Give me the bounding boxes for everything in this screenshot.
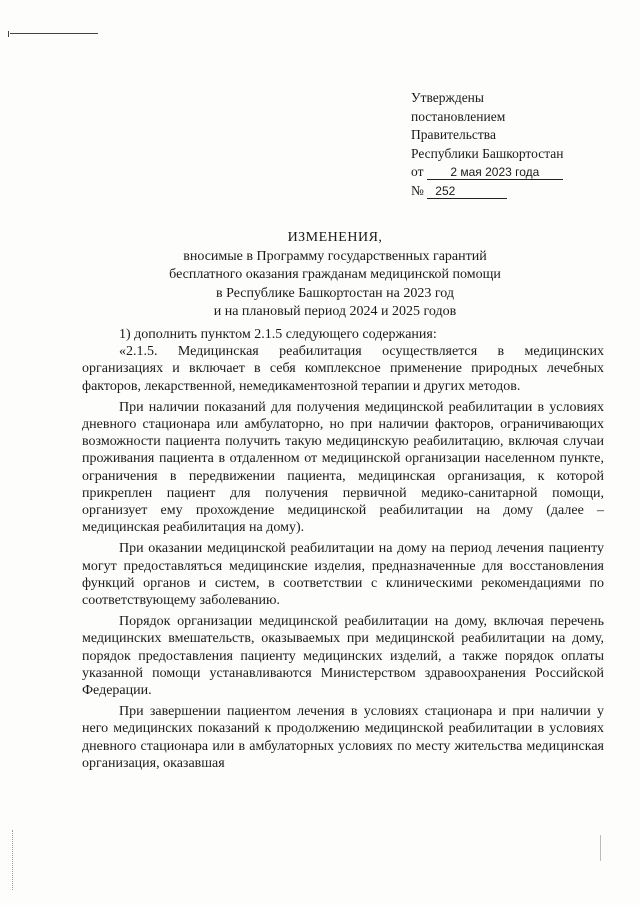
approval-line-4: Республики Башкортостан bbox=[411, 145, 564, 161]
body-paragraph-3: При наличии показаний для получения медицинской реабилитации в условиях дневного стационара или амбулаторно, но при наличии факторов, ограничивающих возможности пациента получить такую медицинскую реабилитацию, включая случаи проживания пациента в отдаленном от медицинской организации населенном пункте, ограничения в передвижении пациента, медицинская организация, к которой прикреплен пациент для получения первичной медико-санитарной помощи, организует ему прохождение медицинской реабилитации на дому (далее – медицинская реабилитация на дому). bbox=[82, 399, 604, 536]
title-line-2: бесплатного оказания гражданам медицинской помощи bbox=[169, 267, 501, 282]
body-paragraph-4: При оказании медицинской реабилитации на дому на период лечения пациенту могут предоставляться медицинские изделия, предназначенные для восстановления функций органов и систем, в соответствии с клиническими рекомендациями по соответствующему заболеванию. bbox=[82, 541, 604, 609]
scan-edge-artifact bbox=[600, 835, 601, 861]
approval-line-3: Правительства bbox=[411, 127, 496, 142]
title-heading: ИЗМЕНЕНИЯ, bbox=[287, 230, 383, 245]
body-paragraph-5: Порядок организации медицинской реабилитации на дому, включая перечень медицинских вмешательств, оказываемых при медицинской реабилитации на дому, порядок предоставления пациенту медицинских изделий, а также порядок оплаты указанной помощи устанавливаются Министерством здравоохранения Российской Федерации. bbox=[82, 614, 604, 699]
document-title bbox=[120, 229, 550, 322]
approval-number-prefix: № bbox=[411, 182, 424, 198]
title-line-1: вносимые в Программу государственных гарантий bbox=[183, 248, 487, 264]
body-paragraph-2: «2.1.5. Медицинская реабилитация осуществляется в медицинских организациях и включает в себя комплексное применение природных лечебных факторов, лекарственной, немедикаментозной терапии и других методов. bbox=[82, 344, 604, 394]
title-line-3: в Республике Башкортостан на 2023 год bbox=[216, 285, 454, 301]
body-paragraph-6: При завершении пациентом лечения в условиях стационара и при наличии у него медицинских показаний к продолжению медицинской реабилитации в условиях дневного стационара или в амбулаторных условиях по месту жительства медицинская организация, оказавшая bbox=[82, 704, 604, 771]
approval-number-line bbox=[411, 182, 611, 201]
title-line-4: и на плановый период 2024 и 2025 годов bbox=[213, 304, 457, 319]
body-paragraph-1: 1) дополнить пунктом 2.1.5 следующего содержания: bbox=[119, 327, 437, 342]
approval-date-line bbox=[411, 163, 611, 182]
approval-line-2: постановлением bbox=[411, 108, 506, 124]
document-body bbox=[82, 326, 604, 776]
approval-line-1: Утверждены bbox=[411, 90, 484, 105]
scan-corner-mark bbox=[10, 33, 98, 34]
approval-number-value: 252 bbox=[427, 184, 507, 199]
approval-date-prefix: от bbox=[411, 164, 424, 179]
scan-margin-artifact bbox=[12, 830, 16, 890]
approval-stamp-block bbox=[411, 89, 611, 200]
approval-date-value: 2 мая 2023 года bbox=[427, 165, 563, 180]
